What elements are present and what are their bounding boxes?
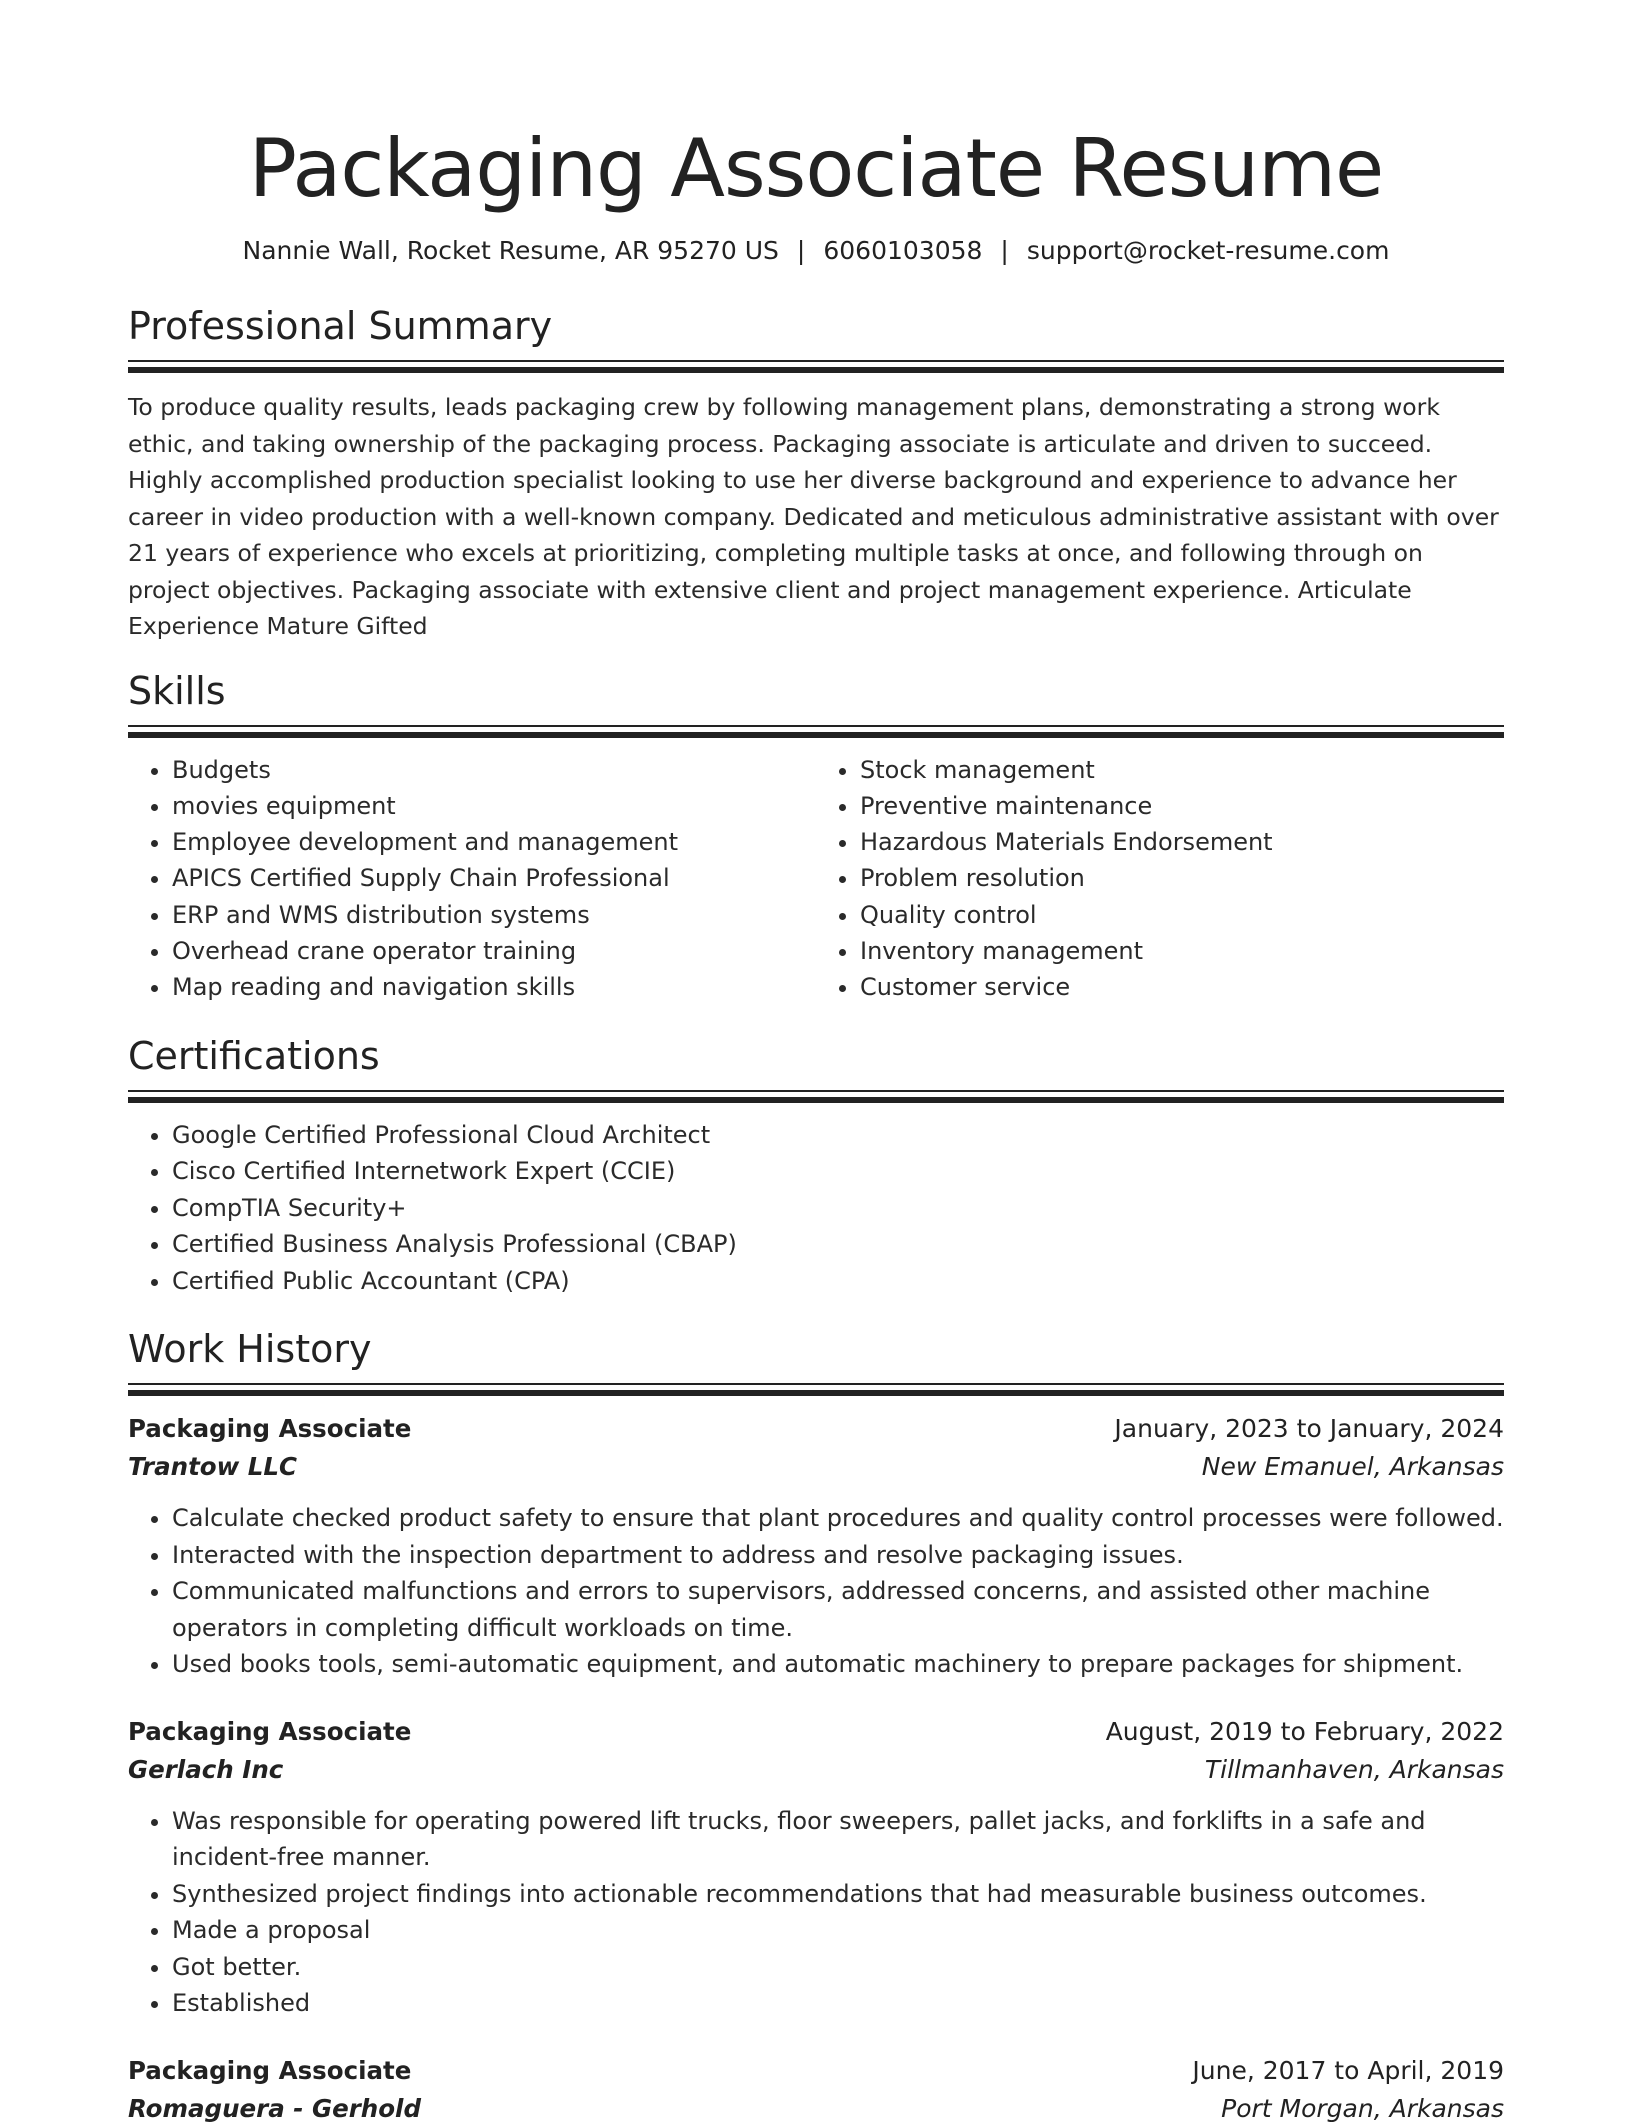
summary-section	[128, 302, 1504, 645]
job-bullet: • Used books tools, semi-automatic equipment, and automatic machinery to prepare packages for shipment.	[172, 1646, 1504, 1683]
job-bullets	[128, 1803, 1504, 2022]
job-title: Packaging Associate	[128, 1716, 412, 1746]
skill-item: • ERP and WMS distribution systems	[172, 897, 816, 933]
skill-item: • Preventive maintenance	[860, 788, 1504, 824]
skill-item: • APICS Certified Supply Chain Professional	[172, 860, 816, 896]
skills-right-list	[816, 752, 1504, 1006]
job-title: Packaging Associate	[128, 1414, 412, 1444]
job-location: Port Morgan, Arkansas	[1221, 2093, 1504, 2123]
job-company-row	[128, 1448, 1504, 1486]
contact-separator: |	[1000, 236, 1009, 265]
certifications-list	[128, 1117, 1504, 1300]
contact-address: Nannie Wall, Rocket Resume, AR 95270 US	[242, 236, 779, 265]
contact-phone: 6060103058	[823, 236, 983, 265]
section-divider	[128, 360, 1504, 373]
skills-columns	[128, 752, 1504, 1006]
skill-item: • Budgets	[172, 752, 816, 788]
skills-left-list	[128, 752, 816, 1006]
skill-item: • movies equipment	[172, 788, 816, 824]
job-company: Romaguera - Gerhold	[128, 2093, 421, 2123]
job-company-row	[128, 2090, 1504, 2128]
job-bullet: • Got better.	[172, 1949, 1504, 1986]
job-header-row	[128, 1410, 1504, 1448]
job-bullet: • Interacted with the inspection department to address and resolve packaging issues.	[172, 1537, 1504, 1574]
job-location: New Emanuel, Arkansas	[1201, 1452, 1504, 1482]
resume-title: Packaging Associate Resume	[248, 122, 1384, 215]
job-entry	[128, 2052, 1504, 2128]
job-bullet: • Made a proposal	[172, 1912, 1504, 1949]
job-title: Packaging Associate	[128, 2055, 412, 2085]
skill-item: • Hazardous Materials Endorsement	[860, 824, 1504, 860]
skill-item: • Problem resolution	[860, 860, 1504, 896]
certification-item: • CompTIA Security+	[172, 1190, 1504, 1227]
certification-item: • Cisco Certified Internetwork Expert (CCIE)	[172, 1153, 1504, 1190]
skills-section	[128, 667, 1504, 1006]
section-heading: Certifications	[128, 1033, 380, 1078]
section-divider	[128, 1383, 1504, 1396]
job-bullet: • Calculate checked product safety to ensure that plant procedures and quality control processes were followed.	[172, 1500, 1504, 1537]
resume-page	[128, 0, 1504, 2128]
skill-item: • Inventory management	[860, 933, 1504, 969]
job-bullets	[128, 1500, 1504, 1683]
job-bullet: • Established	[172, 1985, 1504, 2022]
job-bullet: • Synthesized project findings into actionable recommendations that had measurable business outcomes.	[172, 1876, 1504, 1913]
section-divider	[128, 1090, 1504, 1103]
skill-item: • Overhead crane operator training	[172, 933, 816, 969]
job-entry	[128, 1713, 1504, 2022]
certification-item: • Google Certified Professional Cloud Architect	[172, 1117, 1504, 1154]
job-company-row	[128, 1751, 1504, 1789]
job-entry	[128, 1410, 1504, 1683]
certification-item: • Certified Public Accountant (CPA)	[172, 1263, 1504, 1300]
skill-item: • Stock management	[860, 752, 1504, 788]
skill-item: • Employee development and management	[172, 824, 816, 860]
job-header-row	[128, 1713, 1504, 1751]
certifications-section	[128, 1032, 1504, 1300]
section-heading: Professional Summary	[128, 304, 553, 348]
job-dates: June, 2017 to April, 2019	[1192, 2055, 1504, 2085]
contact-line	[128, 234, 1504, 268]
job-dates: August, 2019 to February, 2022	[1105, 1716, 1504, 1746]
job-dates: January, 2023 to January, 2024	[1114, 1414, 1504, 1444]
job-bullet: • Communicated malfunctions and errors to supervisors, addressed concerns, and assisted other machine operators in completing difficult workloads on time.	[172, 1573, 1504, 1646]
job-company: Gerlach Inc	[128, 1754, 284, 1784]
section-heading: Skills	[128, 668, 226, 713]
contact-separator: |	[796, 236, 806, 265]
job-bullet: • Was responsible for operating powered lift trucks, floor sweepers, pallet jacks, and forklifts in a safe and incident-free manner.	[172, 1803, 1504, 1876]
job-location: Tillmanhaven, Arkansas	[1204, 1754, 1504, 1784]
section-divider	[128, 725, 1504, 738]
job-company: Trantow LLC	[128, 1452, 297, 1482]
skill-item: • Quality control	[860, 897, 1504, 933]
skill-item: • Customer service	[860, 969, 1504, 1005]
work-history-section	[128, 1325, 1504, 2128]
contact-email: support@rocket-resume.com	[1026, 236, 1390, 265]
summary-text: To produce quality results, leads packaging crew by following management plans, demonstrating a strong work ethic, and taking ownership of the packaging process. Packaging associate is articulate and driven to succeed. Highly accomplished production specialist looking to use her diverse background and experience to advance her career in video production with a well-known company. Dedicated and meticulous administrative assistant with over 21 years of experience who excels at prioritizing, completing multiple tasks at once, and following through on project objectives. Packaging associate with extensive client and project management experience. Articulate Experience Mature Gifted	[128, 393, 1499, 640]
section-heading: Work History	[128, 1327, 372, 1372]
job-header-row	[128, 2052, 1504, 2090]
skill-item: • Map reading and navigation skills	[172, 969, 816, 1005]
certification-item: • Certified Business Analysis Professional (CBAP)	[172, 1226, 1504, 1263]
